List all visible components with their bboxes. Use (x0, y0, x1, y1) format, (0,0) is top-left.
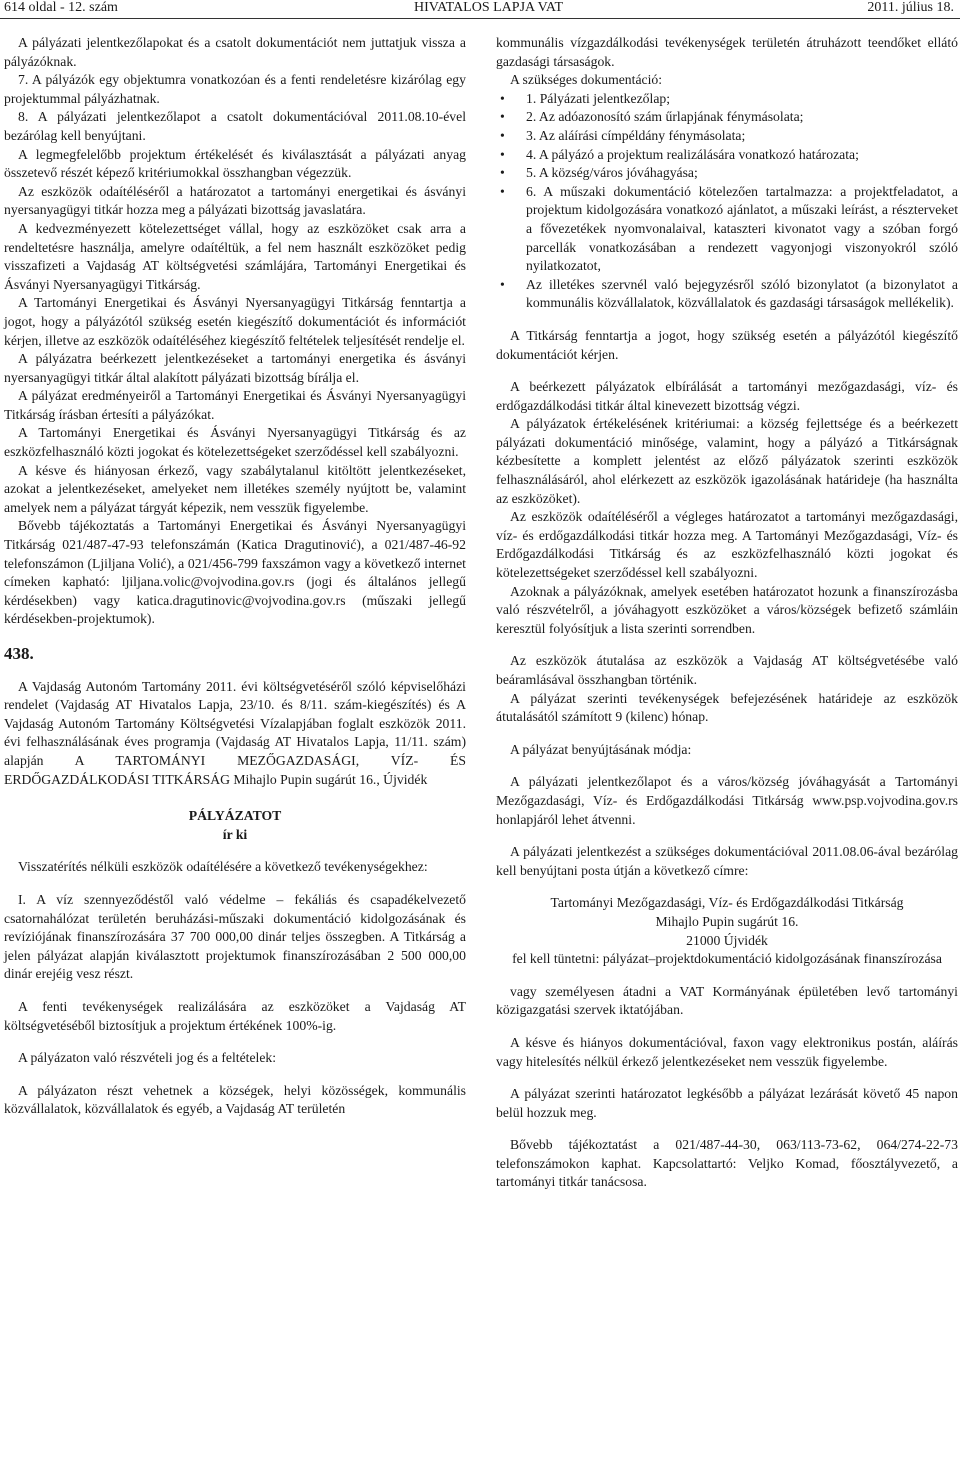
paragraph: Visszatérítés nélküli eszközök odaítélésére a következő tevékenységekhez: (18, 859, 428, 875)
paragraph: A szükséges dokumentáció: (510, 72, 663, 88)
address-line: 21000 Újvidék (686, 932, 768, 948)
list-item: • 1. Pályázati jelentkezőlap; (526, 90, 958, 109)
paragraph: Az eszközök odaítéléséről a határozatot a tartományi energetikai és ásványi nyersanyagügyi titkár hozza meg a pályázati bizottság javaslatára. (4, 183, 466, 218)
paragraph: A pályázat benyújtásának módja: (510, 741, 692, 757)
item-number: 438. (4, 644, 34, 663)
paragraph: A Vajdaság Autonóm Tartomány 2011. évi költségvetéséről szóló képviselőházi rendelet (Vajdaság AT Hivatalos Lapja, 23/10. és 8/11. szám-kiegészítés) és A Vajdaság Autonóm Tartomány Költségvetési Vízalapjában foglalt eszközök 2011. évi felhasználásának éves programja (Vajdaság AT Hivatalos Lapja, 11/11. szám) alapján A TARTOMÁNYI MEZŐGAZDASÁGI, VÍZ- ÉS ERDŐGAZDÁLKODÁSI TITKÁRSÁG Mihajlo Pupin sugárút 16., Újvidék (4, 678, 466, 787)
header-rule (0, 18, 960, 19)
notice-title: PÁLYÁZATOT (188, 808, 282, 824)
paragraph: A pályázat szerinti tevékenységek befejezésének határideje az eszközök átutalásától számított 9 (kilenc) hónap. (496, 690, 958, 725)
paragraph: 8. A pályázati jelentkezőlapot a csatolt dokumentációval 2011.08.10-ével bezárólag kell benyújtani. (4, 109, 466, 143)
page-header (0, 0, 960, 20)
paragraph: A pályázat szerinti határozatot legkésőbb a pályázat lezárását követő 45 napon belül hozzuk meg. (496, 1086, 958, 1120)
header-page-number: 614 oldal - 12. szám (4, 0, 118, 15)
paragraph: A legmegfelelőbb projektum értékelését és kiválasztását a pályázati anyag összetevő részét képező kritériumokkal összhangban végezzük. (4, 146, 466, 181)
paragraph: A pályázatok értékelésének kritériumai: a község fejlettsége és a beérkezett pályázati dokumentáció minősége, valamint, hogy a pályázó a Titkárságnak kézbesítette a komplett jelentést az előző pályázatok szerinti eszközök felhasználásáról, ahol elérkezett az eszközök igazolásának határideje (ha használta az eszközöket). (496, 416, 958, 506)
address-line: Tartományi Mezőgazdasági, Víz- és Erdőgazdálkodási Titkárság (550, 895, 904, 911)
right-column (496, 34, 958, 1192)
list-item: • 5. A község/város jóváhagyása; (526, 164, 958, 183)
list-item: • 4. A pályázó a projektum realizálására vonatkozó határozata; (526, 146, 958, 165)
paragraph: vagy személyesen átadni a VAT Kormányának épületében levő tartományi közigazgatási szervek iktatójában. (496, 983, 958, 1018)
header-publication: HIVATALOS LAPJA VAT (414, 0, 564, 15)
paragraph: A pályázaton részt vehetnek a községek, helyi közösségek, kommunális közvállalatok, közvállalatok és egyéb, a Vajdaság AT területén (4, 1082, 466, 1117)
paragraph: A késve és hiányos dokumentációval, faxon vagy elektronikus postán, aláírás vagy hitelesítés nélkül érkező jelentkezéseket nem vesszük figyelembe. (496, 1034, 958, 1069)
document-list (496, 90, 958, 313)
paragraph: Azoknak a pályázóknak, amelyek esetében határozatot hozunk a finanszírozásba való részvételről, a jóváhagyott eszközöket a város/községek befizető számláin keresztül folyósítjuk a lista szerinti sorrendben. (496, 583, 958, 636)
list-item: • 6. A műszaki dokumentáció kötelezően tartalmazza: a projektfeladatot, a projektum kidolgozására vonatkozó ajánlatot, a műszaki leírást, a részterveket a fővezetékek nyomvonalaival, kataszteri kivonatot vagy a szóban forgó parcellák vonatkozásában a rendezett vagyonjogi viszonyokról szóló nyilatkozatot, (526, 183, 958, 276)
paragraph: 7. A pályázók egy objektumra vonatkozóan és a fenti rendeletésre kizárólag egy projektummal pályázhatnak. (4, 72, 466, 106)
list-item: • Az illetékes szervnél való bejegyzésről szóló bizonylatot (a bizonylatot a kommunális közvállalatok, közvállalatok és gazdasági társaságok mellékelik). (526, 276, 958, 313)
paragraph: A beérkezett pályázatok elbírálását a tartományi mezőgazdasági, víz- és erdőgazdálkodási titkár által kinevezett bizottság végzi. (496, 379, 958, 413)
paragraph: Bővebb tájékoztatás a Tartományi Energetikai és Ásványi Nyersanyagügyi Titkárság 021/487-47-93 telefonszámán (Katica Dragutinović), a 021/487-46-92 telefonszámon (Ljiljana Volić), a 021/456-799 faxszámon vagy a következő internet címeken kapható: ljiljana.volic@vojvodina.gov.rs (jogi és általános jellegű kérdésekben) vagy katica.dragutinovic@vojvodina.gov.rs (műszaki jellegű kérdésekben-projektumok). (4, 518, 466, 627)
paragraph: A Titkárság fenntartja a jogot, hogy szükség esetén a pályázótól kiegészítő dokumentációt kérjen. (496, 327, 958, 362)
paragraph: A pályázati jelentkezőlapokat és a csatolt dokumentációt nem juttatjuk vissza a pályázóknak. (4, 35, 466, 69)
paragraph: A Tartományi Energetikai és Ásványi Nyersanyagügyi Titkárság és az eszközfelhasználó közti jogokat és kötelezettségeket szerződéssel kell szabályozni. (4, 425, 466, 460)
paragraph: A késve és hiányosan érkező, vagy szabálytalanul kitöltött jelentkezéseket, azokat a jelentkezéseket, amelyeket nem illetékes személy nyújtott be, valamint amelyek nem a pályázat tárgyát képezik, nem vesszük figyelembe. (4, 462, 466, 515)
paragraph: A Tartományi Energetikai és Ásványi Nyersanyagügyi Titkárság fenntartja a jogot, hogy a pályázótól szükség esetén kiegészítő dokumentációt és információt kérjen, illetve az eszközök odaítéléséhez kiegészítő feltételek teljesítését rendelje el. (4, 295, 466, 348)
paragraph: A fenti tevékenységek realizálására az eszközöket a Vajdaság AT költségvetéséből biztosítjuk a projektum értékének 100%-ig. (4, 998, 466, 1033)
header-date: 2011. július 18. (867, 0, 954, 15)
paragraph: A pályázati jelentkezőlapot és a város/község jóváhagyását a Tartományi Mezőgazdasági, Víz- és Erdőgazdálkodási Titkárság www.psp.vojvodina.gov.rs honlapjáról lehet átvenni. (496, 774, 958, 827)
paragraph: kommunális vízgazdálkodási tevékenységek területén átruházott teendőket ellátó gazdasági társaságok. (496, 35, 958, 69)
list-item: • 3. Az aláírási címpéldány fénymásolata; (526, 127, 958, 146)
list-item: • 2. Az adóazonosító szám űrlapjának fénymásolata; (526, 108, 958, 127)
left-column (4, 34, 466, 1119)
paragraph: A pályázaton való részvételi jog és a feltételek: (18, 1050, 277, 1066)
paragraph: I. A víz szennyeződéstől való védelme – fekáliás és csapadékelvezető csatornahálózat területén beruházási-műszaki dokumentáció kidolgozásának és revíziójának finanszírozására 37 700 000,00 dinár teljes összegben. A Titkárság a jelen pályázat alapján kiválasztott projektumok finanszírozásában 2 500 000,00 dinár erejéig vesz részt. (4, 891, 466, 982)
paragraph: A pályázati jelentkezést a szükséges dokumentációval 2011.08.06-ával bezárólag kell benyújtani posta útján a következő címre: (496, 844, 958, 878)
paragraph: Az eszközök odaítéléséről a végleges határozatot a tartományi mezőgazdasági, víz- és erdőgazdálkodási titkár hozza meg. A Tartományi Mezőgazdasági, Víz- és Erdőgazdálkodási Titkárság és az eszközfelhasználó közti jogokat és kötelezettségeket szerződéssel kell szabályozni. (496, 509, 958, 581)
address-line: fel kell tüntetni: pályázat–projektdokumentáció kidolgozásának finanszírozása (512, 951, 942, 967)
notice-subtitle: ír ki (222, 826, 248, 842)
address-line: Mihajlo Pupin sugárút 16. (655, 913, 799, 929)
paragraph: A pályázat eredményeiről a Tartományi Energetikai és Ásványi Nyersanyagügyi Titkárság írásban értesíti a pályázókat. (4, 388, 466, 422)
paragraph: A kedvezményezett kötelezettséget vállal, hogy az eszközöket csak arra a rendeltetésre használja, amelyre odaítéltük, a fel nem használt eszközöket pedig visszafizeti a Vajdaság AT költségvetési számlájára, Tartományi Energetikai és Ásványi Nyersanyagügyi Titkárság. (4, 220, 466, 292)
paragraph: A pályázatra beérkezett jelentkezéseket a tartományi energetika és ásványi nyersanyagügyi titkár által alakított pályázati bizottság bírálja el. (4, 351, 466, 385)
paragraph: Az eszközök átutalása az eszközök a Vajdaság AT költségvetésébe való beáramlásával összhangban történik. (496, 653, 958, 687)
paragraph: Bővebb tájékoztatást a 021/487-44-30, 063/113-73-62, 064/274-22-73 telefonszámokon kaphat. Kapcsolattartó: Veljko Komad, főosztályvezető, a tartományi titkár tanácsosa. (496, 1137, 958, 1190)
